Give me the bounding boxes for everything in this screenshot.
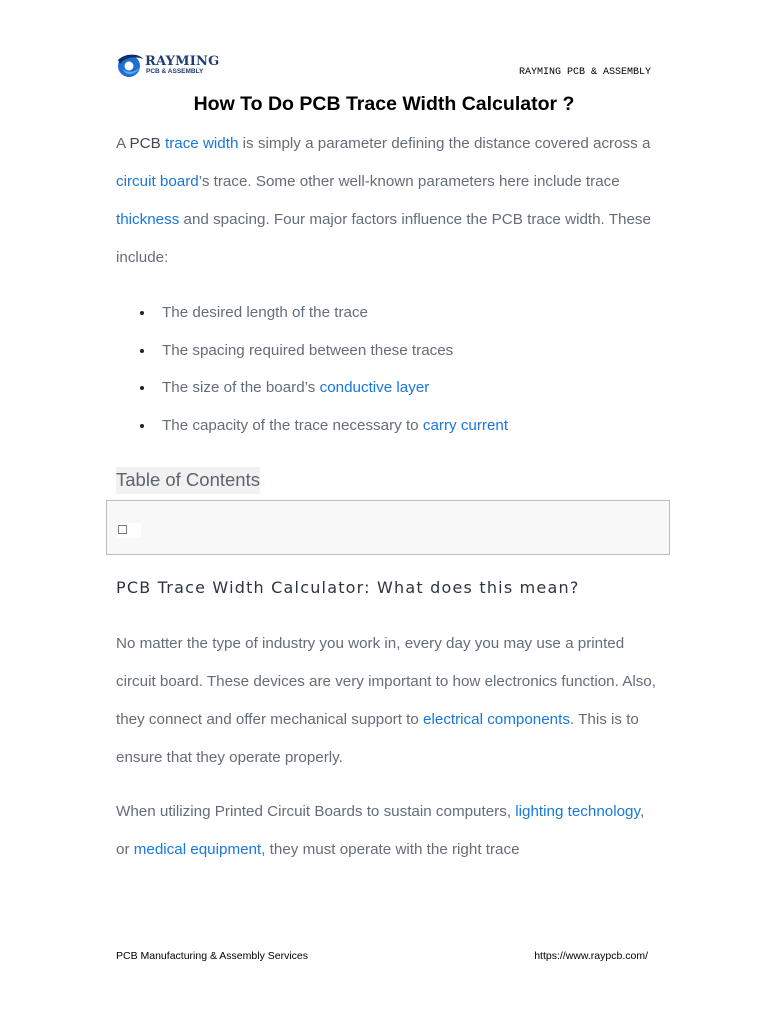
intro-paragraph [116,125,656,277]
toc-title: Table of Contents [116,467,260,494]
header-company-name: RAYMING PCB & ASSEMBLY [518,67,651,78]
intro-text-3: and spacing. Four major factors influence the PCB trace width. These include: [116,211,651,266]
para3-text-3: , they must operate with the right trace [261,841,520,858]
list-item [116,407,656,445]
toc-toggle-button[interactable] [117,523,141,538]
bullet-icon [140,424,144,428]
bullet-icon [140,386,144,390]
intro-text-2: ’s trace. Some other well-known parameters here include trace [198,173,620,190]
logo-subtitle: PCB & ASSEMBLY [146,68,204,75]
page-title: How To Do PCB Trace Width Calculator ? [193,93,575,115]
circuit-board-link[interactable]: circuit board [116,173,199,190]
carry-current-link[interactable]: carry current [422,417,509,435]
para2-text-2: . This is to ensure that they operate properly. [116,711,639,766]
medical-equipment-link[interactable]: medical equipment [133,841,262,858]
trace-width-link[interactable]: trace width [164,135,239,152]
electrical-components-link[interactable]: electrical components [423,711,570,728]
list-item-text: The size of the board’s [162,379,320,397]
logo-swirl-icon [115,51,145,79]
logo-name: RAYMING [145,54,220,69]
list-item [116,294,656,332]
section-heading: PCB Trace Width Calculator: What does this mean? [116,578,580,597]
footer-services: PCB Manufacturing & Assembly Services [116,950,308,962]
list-item-text: The desired length of the trace [162,304,369,321]
conductive-layer-link[interactable]: conductive layer [319,379,430,397]
list-item [116,332,656,370]
factors-list [116,294,656,445]
bullet-icon [140,349,144,353]
intro-text-1: is simply a parameter defining the distance covered across a [238,135,651,152]
usage-paragraph [116,793,656,869]
pcb-term: PCB [129,135,161,152]
bullet-icon [140,311,144,315]
toc-toggle-checkbox-icon [118,525,127,534]
toc-container [106,500,670,555]
thickness-link[interactable]: thickness [116,211,180,228]
lighting-technology-link[interactable]: lighting technology [515,803,640,820]
para3-text-1: When utilizing Printed Circuit Boards to sustain computers, [116,803,516,820]
list-item [116,369,656,407]
para3-text-2: , or [116,803,645,858]
para2-text-1: No matter the type of industry you work in, every day you may use a printed circuit board. These devices are very important to how electronics function. Also, they connect and offer mechanical support to [116,635,656,728]
list-item-text: The spacing required between these traces [162,341,454,359]
footer-url-link[interactable]: https://www.raypcb.com/ [534,950,648,962]
list-item-text: The capacity of the trace necessary to [162,417,423,435]
intro-text-a: A [116,135,130,152]
rayming-logo[interactable] [115,50,225,82]
industry-paragraph [116,625,656,777]
